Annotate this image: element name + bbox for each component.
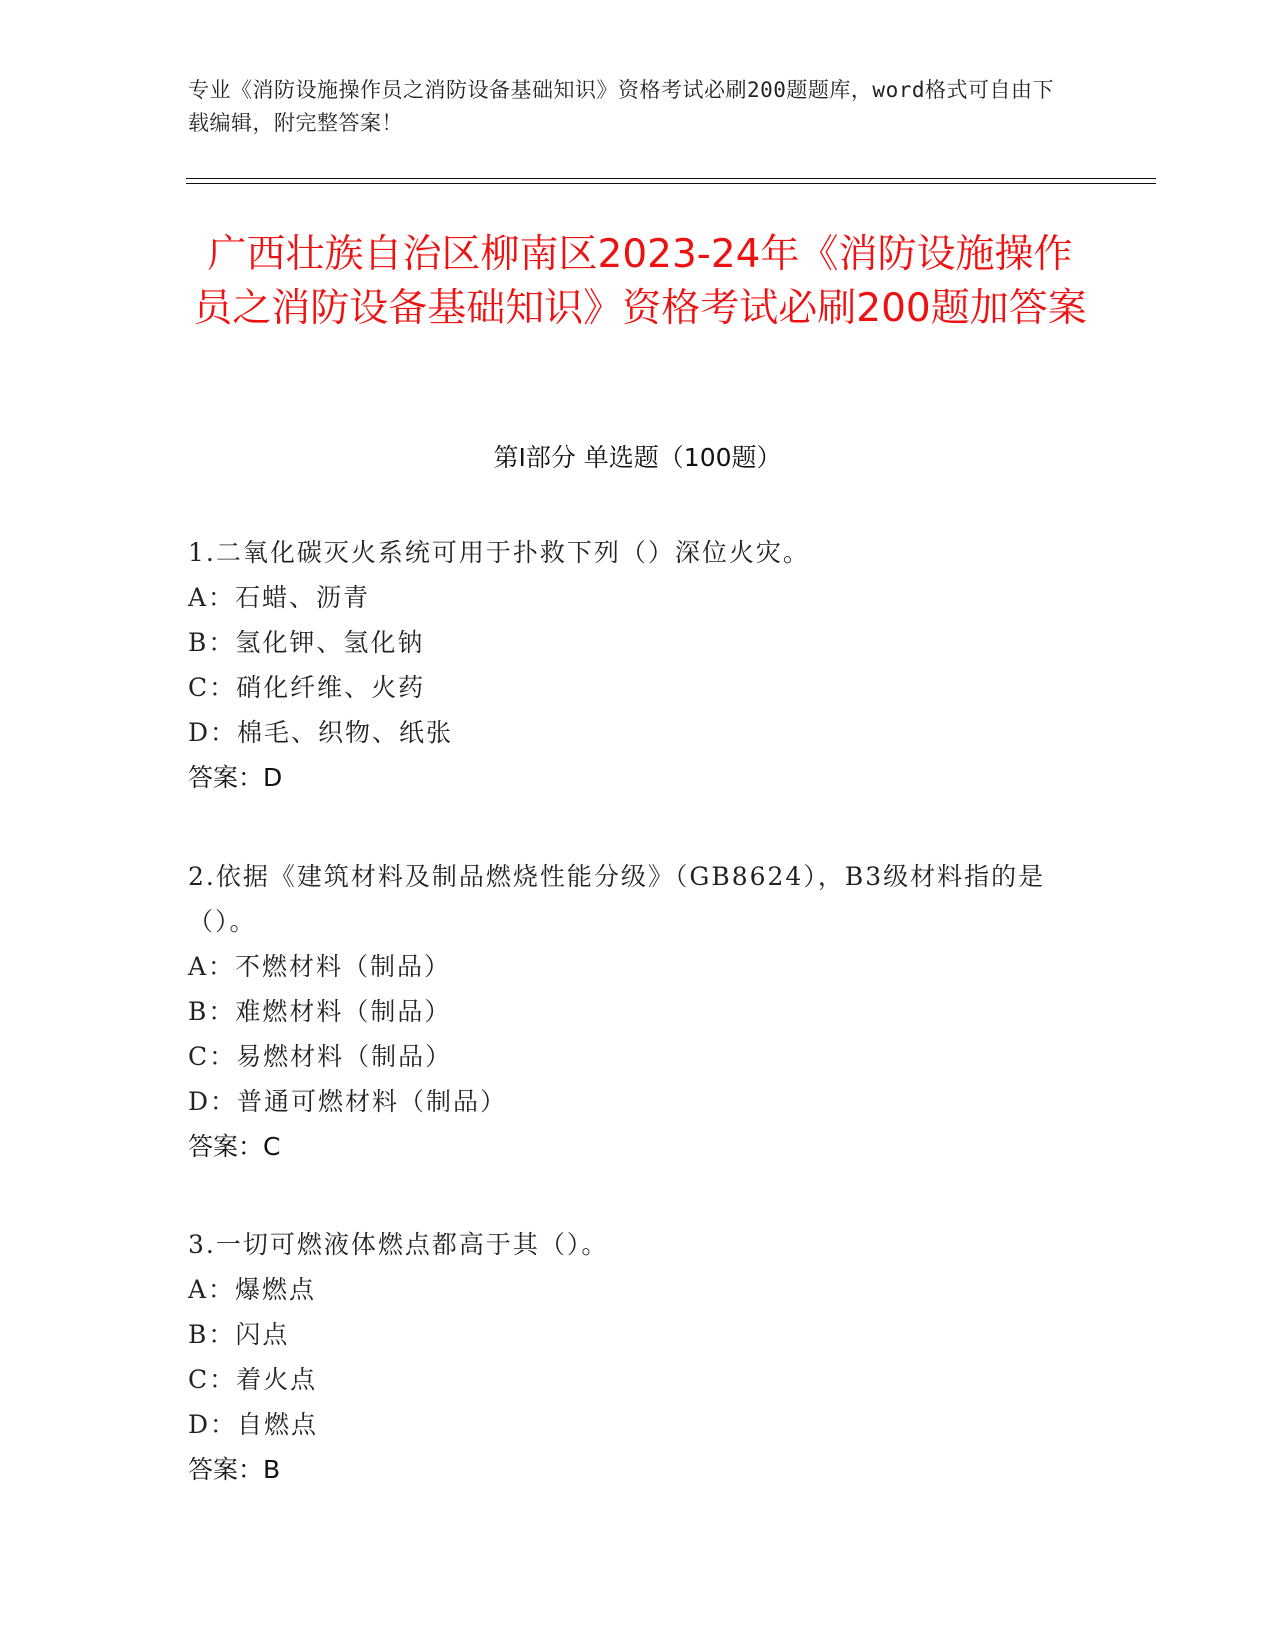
- option-a: A：爆燃点: [188, 1275, 317, 1304]
- question-stem: 3.一切可燃液体燃点都高于其（）。: [188, 1230, 609, 1259]
- answer-line: 答案：C: [188, 1132, 281, 1161]
- option-c: C：易燃材料（制品）: [188, 1042, 453, 1071]
- option-d: D：普通可燃材料（制品）: [188, 1087, 508, 1116]
- header-divider-top: [186, 178, 1156, 179]
- question-stem: 2.依据《建筑材料及制品燃烧性能分级》（GB8624），B3级材料指的是（）。: [188, 862, 1046, 936]
- document-title: 广西壮族自治区柳南区2023-24年《消防设施操作员之消防设备基础知识》资格考试必刷200题加答案: [193, 232, 1087, 331]
- header-divider-bottom: [186, 183, 1156, 184]
- option-b: B：闪点: [188, 1320, 290, 1349]
- answer-line: 答案：B: [188, 1455, 281, 1484]
- question-stem: 1.二氧化碳灭火系统可用于扑救下列（）深位火灾。: [188, 538, 810, 567]
- question-block: [188, 1222, 1068, 1492]
- question-block: [188, 530, 1068, 800]
- header-note: 专业《消防设施操作员之消防设备基础知识》资格考试必刷200题题库，word格式可自由下载编辑，附完整答案！: [188, 78, 1054, 135]
- answer-line: 答案：D: [188, 763, 283, 792]
- option-d: D：棉毛、织物、纸张: [188, 718, 454, 747]
- option-a: A：石蜡、沥青: [188, 583, 371, 612]
- option-c: C：着火点: [188, 1365, 318, 1394]
- option-c: C：硝化纤维、火药: [188, 673, 426, 702]
- question-block: [188, 854, 1068, 1169]
- option-d: D：自燃点: [188, 1410, 319, 1439]
- option-b: B：氢化钾、氢化钠: [188, 628, 425, 657]
- option-b: B：难燃材料（制品）: [188, 997, 452, 1026]
- section-heading: 第Ⅰ部分 单选题（100题）: [493, 443, 782, 472]
- option-a: A：不燃材料（制品）: [188, 952, 452, 981]
